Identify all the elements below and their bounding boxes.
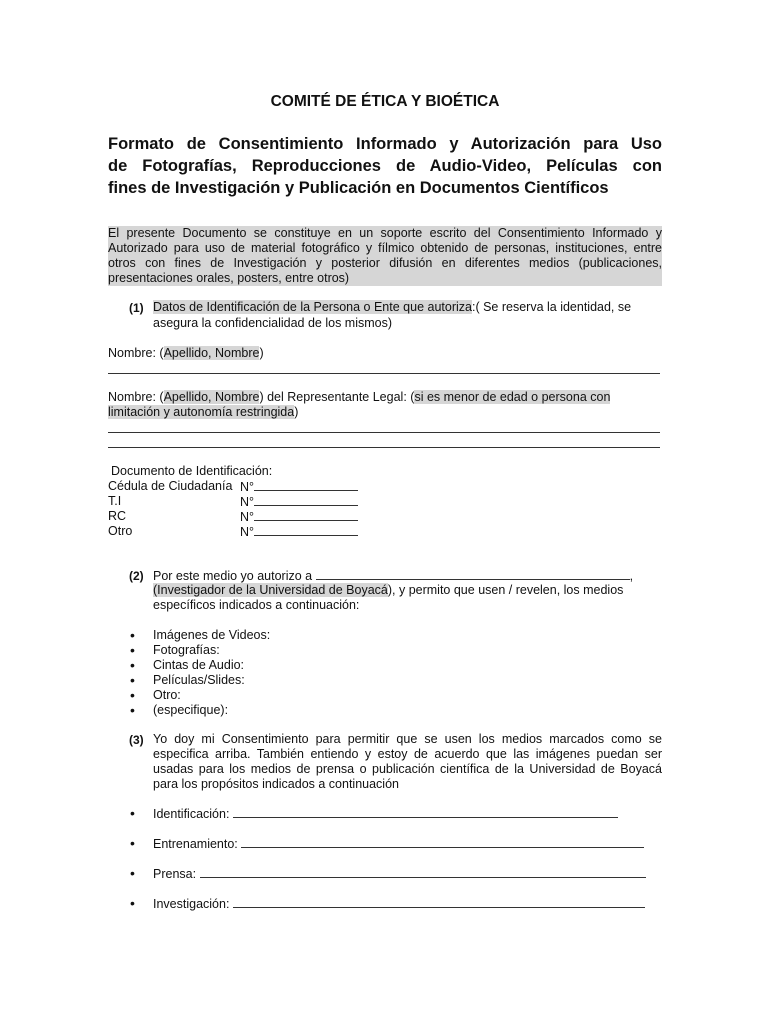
purpose-line[interactable] [233, 896, 645, 908]
numero-label: N° [240, 495, 255, 509]
doc-number-field[interactable] [240, 494, 358, 510]
section-3-line: usadas para los medios de prensa o publicación científica de la Universidad de Boyacá [153, 762, 662, 776]
representante-line-1[interactable] [108, 432, 660, 433]
doc-number-line[interactable] [254, 524, 358, 536]
purpose-label: Entrenamiento: [153, 837, 238, 851]
authorized-person-line[interactable] [316, 568, 630, 580]
doc-number-field[interactable] [240, 509, 358, 525]
purpose-label: Identificación: [153, 807, 230, 821]
representante-label-line-2 [108, 405, 298, 420]
committee-title: COMITÉ DE ÉTICA Y BIOÉTICA [270, 93, 500, 110]
doc-number-line[interactable] [254, 509, 358, 521]
nombre-suffix: ) [259, 346, 264, 360]
bullet-icon: • [130, 687, 135, 703]
intro-line: Autorizado para uso de material fotográfico y fílmico obtenido de personas, instituciones, entre [108, 241, 662, 255]
section-2-line-1 [153, 568, 633, 584]
representante-suffix: ) [294, 405, 299, 419]
purpose-prensa [153, 866, 646, 882]
doc-type-ti: T.I [108, 494, 122, 508]
representante-label-line-1 [108, 390, 610, 405]
nombre-prefix: Nombre: ( [108, 390, 164, 404]
intro-line: El presente Documento se constituye en un soporte escrito del Consentimiento Informado y [108, 226, 662, 240]
doc-type-cedula: Cédula de Ciudadanía [108, 479, 233, 493]
bullet-icon: • [130, 805, 135, 821]
section-3-line: para los propósitos indicados a continuación [153, 777, 399, 791]
doc-type-rc: RC [108, 509, 127, 523]
bullet-icon: • [130, 627, 135, 643]
section-3-line: Yo doy mi Consentimiento para permitir que se usen los medios marcados como se [153, 732, 662, 746]
investigador-highlight: Investigador de la Universidad de Boyacá [157, 583, 388, 597]
bullet-icon: • [130, 865, 135, 881]
documento-heading: Documento de Identificación: [111, 464, 273, 478]
bullet-icon: • [130, 702, 135, 718]
numero-label: N° [240, 510, 255, 524]
bullet-icon: • [130, 672, 135, 688]
representante-line-2[interactable] [108, 447, 660, 448]
section-1-note: :( Se reserva la identidad, se [471, 300, 632, 314]
purpose-line[interactable] [233, 806, 618, 818]
purpose-identificacion [153, 806, 618, 822]
subtitle-line: fines de Investigación y Publicación en Documentos Científicos [108, 179, 609, 197]
intro-line: presentaciones orales, posters, entre otros) [108, 271, 350, 285]
subtitle-line: de Fotografías, Reproducciones de Audio-Video, Películas con [108, 157, 662, 175]
doc-number-line[interactable] [254, 479, 358, 491]
purpose-line[interactable] [241, 836, 644, 848]
bullet-icon: • [130, 657, 135, 673]
apellido-nombre-highlight: Apellido, Nombre [163, 390, 260, 404]
paren-open: ( [153, 583, 158, 597]
section-3-paragraph [153, 732, 662, 792]
bullet-icon: • [130, 895, 135, 911]
permito-text: ), y permito que usen / revelen, los medios [387, 583, 624, 597]
section-3-number: (3) [129, 733, 144, 747]
section-1-line-2: asegura la confidencialidad de los mismos) [153, 316, 393, 330]
purpose-line[interactable] [200, 866, 646, 878]
section-1-number: (1) [129, 301, 144, 315]
purpose-entrenamiento [153, 836, 644, 852]
document-subtitle [108, 133, 662, 199]
purpose-label: Investigación: [153, 897, 230, 911]
media-item-videos: Imágenes de Videos: [153, 628, 271, 642]
media-item-audio: Cintas de Audio: [153, 658, 245, 672]
purpose-investigacion [153, 896, 645, 912]
intro-paragraph [108, 226, 662, 286]
subtitle-line: Formato de Consentimiento Informado y Autorización para Uso [108, 135, 662, 153]
numero-label: N° [240, 525, 255, 539]
doc-number-field[interactable] [240, 479, 358, 495]
purpose-label: Prensa: [153, 867, 197, 881]
representante-text: ) del Representante Legal: ( [259, 390, 415, 404]
nombre-label [108, 346, 264, 361]
bullet-icon: • [130, 642, 135, 658]
section-2-line-2 [153, 583, 623, 598]
numero-label: N° [240, 480, 255, 494]
menor-edad-highlight: si es menor de edad o persona con [414, 390, 611, 404]
media-item-especifique: (especifique): [153, 703, 229, 717]
limitacion-highlight: limitación y autonomía restringida [108, 405, 295, 419]
autorizo-text: Por este medio yo autorizo a [153, 569, 313, 583]
comma: , [629, 569, 634, 583]
doc-number-line[interactable] [254, 494, 358, 506]
doc-type-otro: Otro [108, 524, 133, 538]
section-2-line-3: específicos indicados a continuación: [153, 598, 360, 612]
doc-number-field[interactable] [240, 524, 358, 540]
section-1-label: Datos de Identificación de la Persona o Ente que autoriza [153, 300, 472, 314]
section-1-line-1 [153, 300, 631, 315]
media-item-peliculas: Películas/Slides: [153, 673, 245, 687]
intro-line: otros con fines de Investigación y posterior difusión en diferentes medios (publicaciones, [108, 256, 662, 270]
nombre-line[interactable] [108, 373, 660, 374]
apellido-nombre-highlight: Apellido, Nombre [163, 346, 260, 360]
media-item-otro: Otro: [153, 688, 181, 702]
media-item-fotografias: Fotografías: [153, 643, 220, 657]
section-3-line: especifica arriba. También entiendo y estoy de acuerdo que las imágenes puedan ser [153, 747, 662, 761]
bullet-icon: • [130, 835, 135, 851]
nombre-prefix: Nombre: ( [108, 346, 164, 360]
section-2-number: (2) [129, 569, 144, 583]
